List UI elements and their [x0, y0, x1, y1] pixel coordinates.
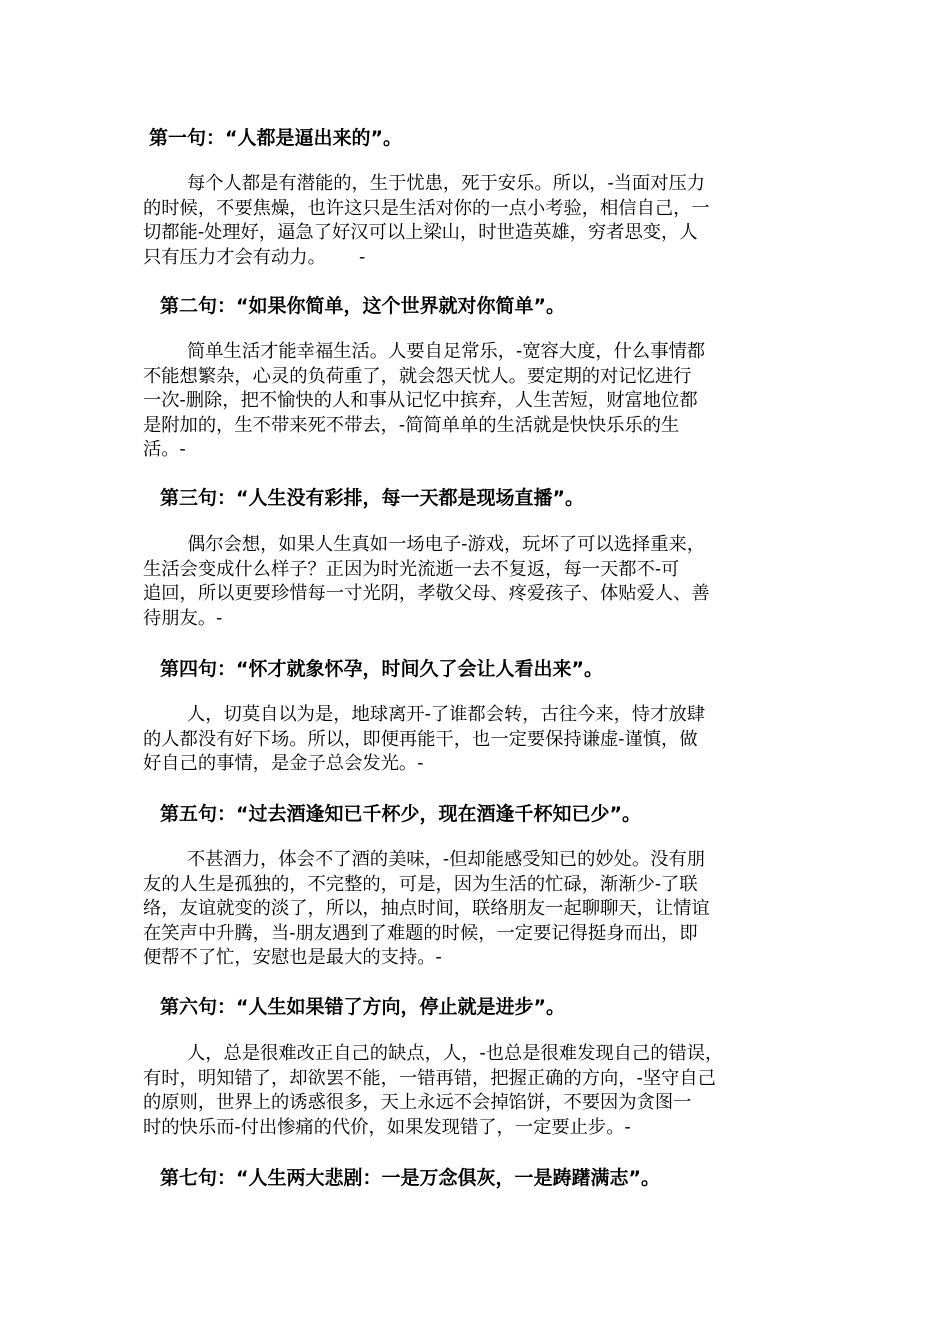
paragraph-line: 人，切莫自以为是，地球离开-了谁都会转，古往今来，恃才放肆	[187, 704, 706, 725]
paragraph-line: 切都能-处理好，逼急了好汉可以上梁山，时世造英雄，穷者思变，人	[143, 222, 698, 243]
paragraph-line: 时的快乐而-付出惨痛的代价，如果发现错了，一定要止步。-	[143, 1116, 631, 1138]
section-2-heading: 第二句：“如果你简单，这个世界就对你简单”。	[160, 295, 565, 317]
paragraph-line: 友的人生是孤独的，不完整的，可是，因为生活的忙碌，渐渐少-了联	[143, 873, 698, 895]
paragraph-line: 络，友谊就变的淡了，所以，抽点时间，联络朋友一起聊聊天，让情谊	[143, 898, 710, 919]
paragraph-line: 在笑声中升腾，当-朋友遇到了难题的时候，一定要记得挺身而出，即	[143, 922, 698, 944]
paragraph-line: 活。-	[143, 439, 186, 460]
paragraph-line: 生活会变成什么样子？正因为时光流逝一去不复返，每一天都不-可	[143, 558, 680, 580]
section-3-paragraph	[143, 533, 807, 631]
section-4-heading: 第四句：“怀才就象怀孕，时间久了会让人看出来”。	[160, 658, 603, 680]
paragraph-line: 只有压力才会有动力。 -	[143, 246, 366, 268]
paragraph-line: 一次-删除，把不愉快的人和事从记忆中摈弃，人生苦短，财富地位都	[143, 390, 698, 411]
paragraph-line: 好自己的事情，是金子总会发光。-	[143, 753, 424, 774]
section-2-paragraph	[143, 340, 807, 463]
paragraph-line: 人，总是很难改正自己的缺点，人，-也总是很难发现自己的错误，	[187, 1043, 724, 1064]
paragraph-line: 简单生活才能幸福生活。人要自足常乐，-宽容大度，什么事情都	[187, 341, 706, 362]
section-6-heading: 第六句：“人生如果错了方向，停止就是进步”。	[160, 996, 565, 1018]
section-6-paragraph	[143, 1042, 807, 1140]
section-3-heading: 第三句：“人生没有彩排，每一天都是现场直播”。	[160, 487, 584, 509]
section-5-heading: 第五句：“过去酒逢知已千杯少，现在酒逢千杯知已少”。	[160, 803, 641, 825]
paragraph-line: 便帮不了忙，安慰也是最大的支持。-	[143, 947, 442, 968]
paragraph-line: 是附加的，生不带来死不带去，-简简单单的生活就是快快乐乐的生	[143, 414, 680, 436]
paragraph-line: 有时，明知错了，却欲罢不能，一错再错，把握正确的方向，-坚守自己	[143, 1067, 716, 1089]
paragraph-line: 不甚酒力，体会不了酒的美味，-但却能感受知已的妙处。没有朋	[187, 849, 706, 870]
section-4-paragraph	[143, 703, 807, 777]
paragraph-line: 的人都没有好下场。所以，即便再能干，也一定要保持谦虚-谨慎，做	[143, 728, 698, 750]
paragraph-line: 的时候，不要焦燥，也许这只是生活对你的一点小考验，相信自己，一	[143, 197, 710, 219]
section-5-paragraph	[143, 848, 807, 971]
section-7-heading: 第七句：“人生两大悲剧：一是万念俱灰，一是踌躇满志”。	[160, 1167, 660, 1189]
paragraph-line: 偶尔会想，如果人生真如一场电子-游戏，玩坏了可以选择重来，	[187, 534, 706, 555]
paragraph-line: 不能想繁杂，心灵的负荷重了，就会怨天忧人。要定期的对记忆进行	[143, 365, 692, 387]
paragraph-line: 待朋友。-	[143, 607, 223, 629]
paragraph-line: 追回，所以更要珍惜每一寸光阴，孝敬父母、疼爱孩子、体贴爱人、善	[143, 583, 710, 604]
paragraph-line: 的原则，世界上的诱惑很多，天上永远不会掉馅饼，不要因为贪图一	[143, 1092, 692, 1113]
section-1-paragraph	[143, 172, 807, 270]
section-1-heading: 第一句：“人都是逼出来的”。	[149, 127, 402, 149]
paragraph-line: 每个人都是有潜能的，生于忧患，死于安乐。所以，-当面对压力	[187, 173, 706, 194]
